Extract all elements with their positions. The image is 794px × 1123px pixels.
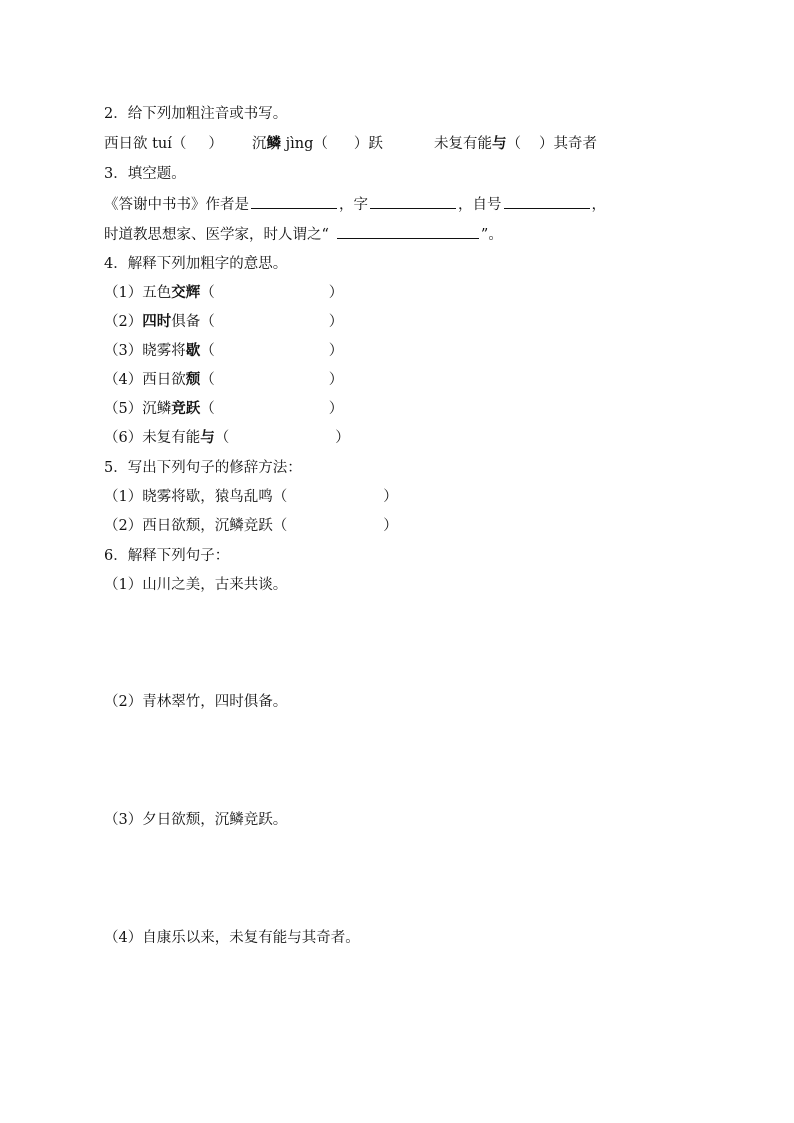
q4-item <box>104 370 343 390</box>
q4-item-paren-close: ） <box>328 343 344 359</box>
q6-item-sentence: 自康乐以来，未复有能与其奇者。 <box>142 930 360 946</box>
q5-item <box>104 516 398 536</box>
q4-item <box>104 312 343 332</box>
q4-item-text: 五色 <box>142 285 172 301</box>
q4-item-paren-open: （ <box>200 401 215 417</box>
q4-item-paren-open: （ <box>200 285 215 301</box>
q3-line-2-text-a: 时道教思想家、医学家，时人谓之“ <box>104 227 329 243</box>
q2-item-1-pinyin: tuí <box>152 136 172 152</box>
q4-title: 4．解释下列加粗字的意思。 <box>104 256 288 272</box>
q3-courtesy-name-blank[interactable] <box>370 194 456 209</box>
q4-item-paren-open: （ <box>214 430 230 446</box>
q5-item-paren-open: （ <box>272 489 288 505</box>
q2-item-2-post: 跃 <box>368 136 383 152</box>
q4-item-paren-open: （ <box>200 372 215 388</box>
q5-item-sentence: 晓雾将歇，猿鸟乱鸣 <box>142 489 273 505</box>
q4-item-number: （6） <box>104 430 143 446</box>
q2-item-1-text: 西日欲 <box>104 136 153 152</box>
q4-item-paren-close: ） <box>335 430 350 446</box>
q2-title: 2．给下列加粗注音或书写。 <box>104 106 288 122</box>
q4-item-bold-word: 与 <box>200 429 215 446</box>
q6-item-number: （2） <box>104 694 143 710</box>
q6-item-number: （1） <box>104 577 143 593</box>
q4-item-bold-word: 竞跃 <box>171 400 201 417</box>
q6-item-number: （3） <box>104 812 143 828</box>
q4-item-text: 晓雾将 <box>142 343 186 359</box>
q4-item-number: （2） <box>104 314 143 330</box>
q6-title: 6．解释下列句子： <box>104 548 230 564</box>
q2-item-2-paren-open: （ <box>313 136 328 152</box>
q5-item-paren-open: （ <box>272 518 288 534</box>
q4-item-paren-close: ） <box>328 285 344 301</box>
q3-line-2-text-b: ”。 <box>480 227 503 243</box>
q3-pseudonym-blank[interactable] <box>504 194 590 209</box>
q4-item-paren-close: ） <box>328 401 344 417</box>
q2-item-2-text: 沉 <box>252 136 267 152</box>
q6-item <box>104 575 287 595</box>
q6-item <box>104 928 360 948</box>
q4-item-paren-open: （ <box>200 314 215 330</box>
q2-item-3-paren-open: （ <box>506 136 521 152</box>
q2-item-3-post: 其奇者 <box>553 136 597 152</box>
q4-item-bold-word: 颓 <box>185 371 201 388</box>
q4-item-paren-open: （ <box>200 343 215 359</box>
q2-item-1-paren-open: （ <box>171 136 187 152</box>
q4-item <box>104 428 350 448</box>
q2-item-3-bold: 与 <box>492 135 507 152</box>
q2-item-1-paren-close: ） <box>208 136 223 152</box>
q4-item-number: （5） <box>104 401 143 417</box>
q3-title-blank[interactable] <box>337 224 479 239</box>
q4-item <box>104 399 343 419</box>
q6-item-sentence: 夕日欲颓，沉鳞竞跃。 <box>142 812 288 828</box>
q3-line-1-text-a: 《答谢中书书》作者是 <box>104 197 249 213</box>
q4-item-paren-close: ） <box>328 372 344 388</box>
q6-answer-area[interactable] <box>104 718 604 798</box>
q2-item-3-text: 未复有能 <box>434 136 492 152</box>
q4-item-number: （4） <box>104 372 143 388</box>
q6-answer-area[interactable] <box>104 954 604 1034</box>
q4-item-bold-word: 歇 <box>185 342 201 359</box>
q6-answer-area[interactable] <box>104 836 604 916</box>
q3-line-1-text-c: ，自号 <box>458 197 502 213</box>
q4-item-text: 沉鳞 <box>142 401 172 417</box>
q6-item <box>104 810 287 830</box>
q2-item-2-paren-close: ） <box>353 136 369 152</box>
q5-item-number: （1） <box>104 489 143 505</box>
q5-item-number: （2） <box>104 518 143 534</box>
q5-item-paren-close: ） <box>383 489 398 505</box>
q5-item-paren-close: ） <box>383 518 398 534</box>
q2-item-1 <box>104 134 223 154</box>
q2-item-3 <box>434 134 597 154</box>
q3-line-1-text-b: ，字 <box>339 197 368 213</box>
q3-line-2 <box>104 224 503 245</box>
q3-line-1 <box>104 194 606 215</box>
q5-item-sentence: 西日欲颓，沉鳞竞跃 <box>142 518 273 534</box>
q6-answer-area[interactable] <box>104 601 604 681</box>
q4-item-number: （1） <box>104 285 143 301</box>
q6-item-sentence: 青林翠竹，四时俱备。 <box>142 694 288 710</box>
q2-item-2-bold: 鳞 <box>266 135 281 152</box>
q2-item-3-paren-close: ） <box>539 136 554 152</box>
q4-item-bold-word: 交辉 <box>171 284 201 301</box>
q4-item-text: 西日欲 <box>142 372 186 388</box>
q4-item-bold-word: 四时 <box>142 313 172 330</box>
q4-item-number: （3） <box>104 343 143 359</box>
q3-author-blank[interactable] <box>251 194 337 209</box>
q6-item <box>104 692 287 712</box>
q5-title: 5．写出下列句子的修辞方法： <box>104 460 302 476</box>
q6-item-number: （4） <box>104 930 143 946</box>
q2-item-2-pinyin: jìng <box>281 136 314 152</box>
q2-item-2 <box>252 134 383 154</box>
q4-item-text: 未复有能 <box>142 430 201 446</box>
q4-item <box>104 341 343 361</box>
q3-title: 3．填空题。 <box>104 166 186 182</box>
q5-item <box>104 487 398 507</box>
q4-item-text-after: 俱备 <box>171 314 201 330</box>
q3-line-1-text-d: ， <box>591 197 606 213</box>
q4-item <box>104 283 343 303</box>
q4-item-paren-close: ） <box>328 314 344 330</box>
q6-item-sentence: 山川之美，古来共谈。 <box>142 577 288 593</box>
